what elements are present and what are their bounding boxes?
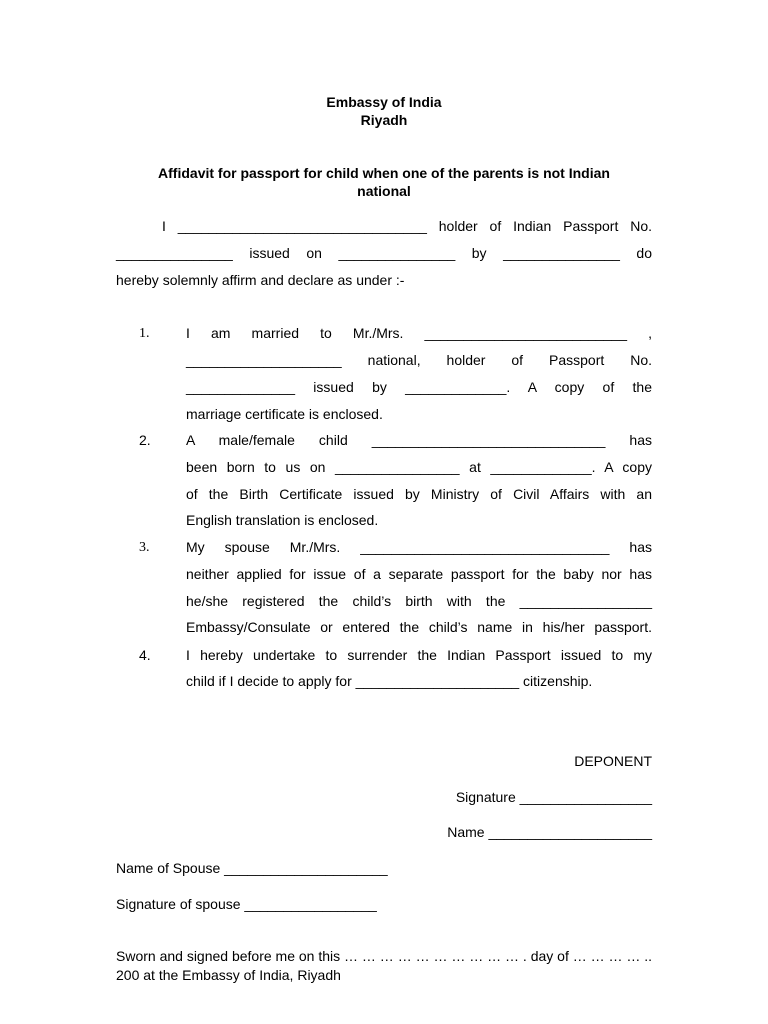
item-3-line4: Embassy/Consulate or entered the child’s name in his/her passport. (186, 619, 652, 635)
item-4-line1: I hereby undertake to surrender the Indian Passport issued to my (186, 647, 652, 663)
item-1-line4: marriage certificate is enclosed. (186, 406, 383, 422)
spouse-name: Name of Spouse _____________________ (116, 860, 388, 876)
item-number-1: 1. (139, 326, 150, 341)
item-1-line1: I am married to Mr./Mrs. __________________________ , (186, 325, 652, 341)
embassy-city: Riyadh (360, 112, 408, 128)
sworn-line1: Sworn and signed before me on this … … … … … … … … … … . day of … … … … .. (116, 948, 653, 964)
spouse-signature: Signature of spouse _________________ (116, 896, 377, 912)
item-number-3: 3. (139, 540, 150, 555)
item-1-line2: ____________________ national, holder of Passport No. (186, 352, 652, 368)
deponent-label: DEPONENT (574, 753, 652, 769)
sworn-line2: 200 at the Embassy of India, Riyadh (116, 967, 341, 983)
document-title-line2: national (357, 183, 411, 199)
item-number-2: 2. (139, 432, 151, 448)
deponent-name: Name _____________________ (447, 824, 652, 840)
item-2-line1: A male/female child ______________________________ has (186, 432, 652, 448)
item-2-line4: English translation is enclosed. (186, 512, 379, 528)
item-3-line1: My spouse Mr./Mrs. ________________________________ has (186, 539, 652, 555)
item-3-line3: he/she registered the child’s birth with the _________________ (186, 593, 652, 609)
intro-line1: I ________________________________ holder of Indian Passport No. (162, 218, 652, 234)
item-4-line2: child if I decide to apply for _____________________ citizenship. (186, 673, 593, 689)
embassy-name: Embassy of India (326, 94, 442, 110)
item-number-4: 4. (139, 647, 151, 663)
item-1-line3: ______________ issued by _____________. A copy of the (186, 379, 652, 395)
document-title-line1: Affidavit for passport for child when one of the parents is not Indian (158, 165, 610, 181)
deponent-signature: Signature _________________ (455, 789, 652, 805)
item-2-line3: of the Birth Certificate issued by Ministry of Civil Affairs with an (186, 486, 652, 502)
intro-line3: hereby solemnly affirm and declare as under :- (116, 272, 405, 288)
item-3-line2: neither applied for issue of a separate passport for the baby nor has (186, 566, 652, 582)
intro-line2: _______________ issued on _______________ by _______________ do (116, 245, 652, 261)
item-2-line2: been born to us on ________________ at _____________. A copy (186, 459, 652, 475)
